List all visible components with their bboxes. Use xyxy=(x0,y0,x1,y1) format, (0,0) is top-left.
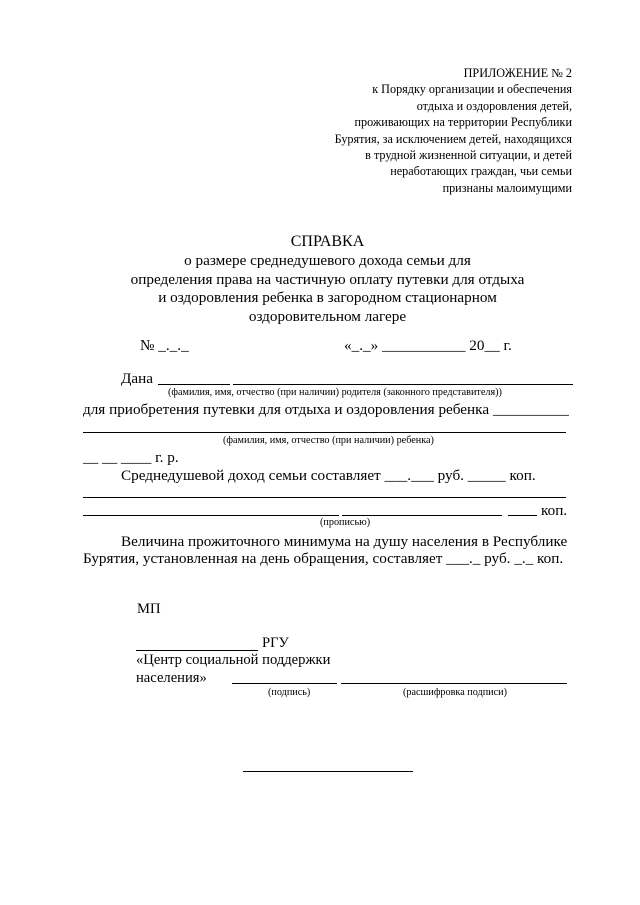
title-line: определения права на частичную оплату путевки для отдыха xyxy=(130,270,525,288)
income-words-line xyxy=(83,497,566,498)
purpose-text: для приобретения путевки для отдыха и оздоровления ребенка __________ xyxy=(83,401,569,418)
annex-line: в трудной жизненной ситуации, и детей xyxy=(365,148,572,163)
birth-date: __ __ ____ г. р. xyxy=(83,449,179,466)
annex-line: отдыха и оздоровления детей, xyxy=(416,98,572,113)
parent-name-line-short xyxy=(158,384,230,385)
document-title: СПРАВКА xyxy=(290,233,365,250)
child-caption: (фамилия, имя, отчество (при наличии) ребенка) xyxy=(223,435,434,446)
annex-line: проживающих на территории Республики xyxy=(354,115,572,130)
title-line: о размере среднедушевого дохода семьи для xyxy=(184,252,471,269)
income-words-line-left xyxy=(83,515,339,516)
footer-rule xyxy=(243,771,413,772)
income-text: Среднедушевой доход семьи составляет ___.___ руб. _____ коп. xyxy=(121,467,536,484)
income-words-line-mid xyxy=(342,515,502,516)
certificate-number: № _._._ xyxy=(140,337,189,354)
signature-decode-line xyxy=(341,683,567,684)
kop-label: коп. xyxy=(541,502,568,519)
document-title-block xyxy=(0,232,640,326)
signature-line xyxy=(232,683,337,684)
subsistence-line-1: Величина прожиточного минимума на душу населения в Республике xyxy=(121,533,568,550)
annex-line: неработающих граждан, чьи семьи xyxy=(390,164,572,179)
org-line-3: населения» xyxy=(136,670,207,686)
annex-header xyxy=(335,65,572,196)
subsistence-line-2: Бурятия, установленная на день обращения, составляет ___._ руб. _._ коп. xyxy=(83,550,564,567)
parent-name-line xyxy=(233,384,573,385)
decode-caption: (расшифровка подписи) xyxy=(403,687,507,698)
words-caption: (прописью) xyxy=(320,517,371,528)
title-line: и оздоровления ребенка в загородном стационарном xyxy=(158,289,497,306)
org-line-1: РГУ xyxy=(262,635,289,651)
annex-line: к Порядку организации и обеспечения xyxy=(372,82,572,97)
stamp-place: МП xyxy=(137,601,161,617)
org-line-2: «Центр социальной поддержки xyxy=(136,652,331,668)
signature-caption: (подпись) xyxy=(268,687,311,698)
parent-caption: (фамилия, имя, отчество (при наличии) родителя (законного представителя)) xyxy=(168,387,502,398)
kop-blank-line xyxy=(508,515,537,516)
annex-line: Бурятия, за исключением детей, находящихся xyxy=(334,131,572,146)
certificate-date: «_._» ___________ 20__ г. xyxy=(344,337,512,354)
child-name-line xyxy=(83,432,566,433)
annex-line: признаны малоимущими xyxy=(442,180,572,195)
given-label: Дана xyxy=(121,370,153,387)
title-line: оздоровительном лагере xyxy=(248,307,407,325)
annex-line: ПРИЛОЖЕНИЕ № 2 xyxy=(463,66,572,80)
